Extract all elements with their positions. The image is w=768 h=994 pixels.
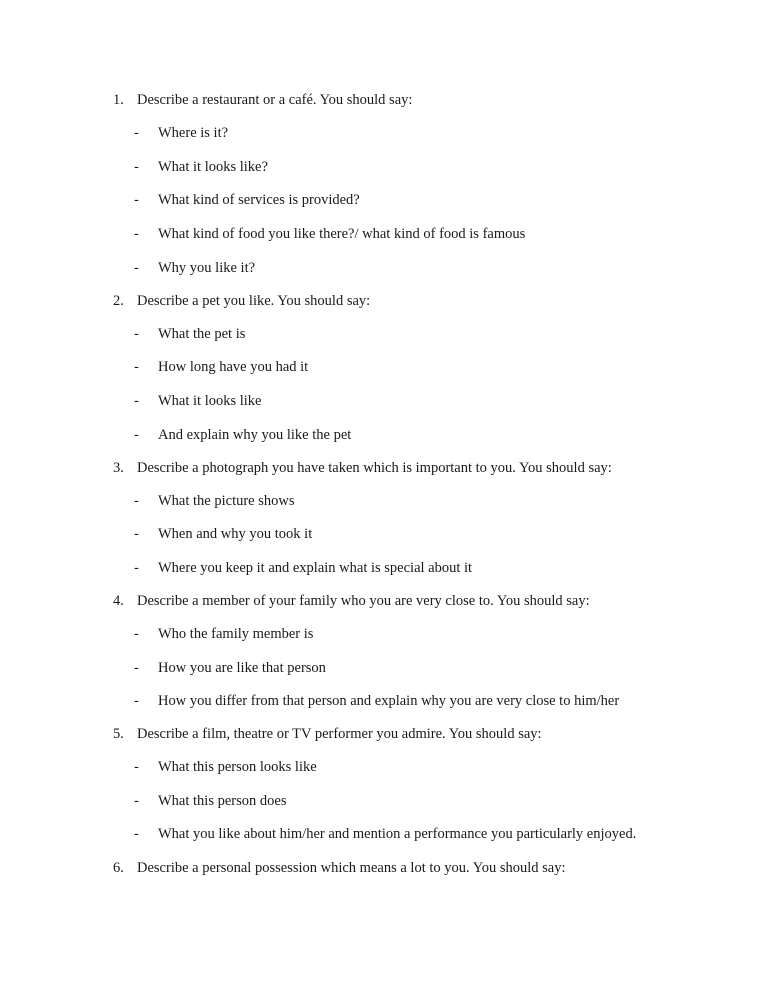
question-text: Describe a member of your family who you are very close to. You should say: — [137, 593, 590, 609]
question-number: 3. — [113, 460, 124, 476]
question-number: 2. — [113, 293, 124, 309]
bullet-text: What this person does — [158, 793, 287, 809]
question-text: Describe a film, theatre or TV performer you admire. You should say: — [137, 726, 542, 742]
bullet-dash: - — [134, 427, 139, 443]
bullet-text: What this person looks like — [158, 759, 317, 775]
bullet-dash: - — [134, 560, 139, 576]
bullet-dash: - — [134, 192, 139, 208]
bullet-text: What it looks like — [158, 393, 262, 409]
question-text: Describe a photograph you have taken which is important to you. You should say: — [137, 460, 612, 476]
bullet-dash: - — [134, 626, 139, 642]
question-number: 6. — [113, 860, 124, 876]
bullet-dash: - — [134, 493, 139, 509]
bullet-dash: - — [134, 693, 139, 709]
bullet-text: What it looks like? — [158, 159, 268, 175]
bullet-text: What you like about him/her and mention a performance you particularly enjoyed. — [158, 826, 637, 842]
bullet-dash: - — [134, 660, 139, 676]
question-number: 1. — [113, 92, 124, 108]
bullet-dash: - — [134, 793, 139, 809]
bullet-text: How long have you had it — [158, 359, 309, 375]
bullet-text: What the pet is — [158, 326, 246, 342]
question-text: Describe a restaurant or a café. You should say: — [137, 92, 413, 108]
bullet-text: Why you like it? — [158, 260, 256, 276]
bullet-text: What the picture shows — [158, 493, 295, 509]
bullet-dash: - — [134, 393, 139, 409]
bullet-text: Where is it? — [158, 125, 229, 141]
bullet-dash: - — [134, 125, 139, 141]
question-text: Describe a pet you like. You should say: — [137, 293, 371, 309]
bullet-dash: - — [134, 359, 139, 375]
bullet-dash: - — [134, 226, 139, 242]
bullet-dash: - — [134, 526, 139, 542]
bullet-dash: - — [134, 260, 139, 276]
bullet-text: What kind of food you like there?/ what kind of food is famous — [158, 226, 526, 242]
bullet-text: Who the family member is — [158, 626, 314, 642]
bullet-text: Where you keep it and explain what is special about it — [158, 560, 473, 576]
bullet-dash: - — [134, 826, 139, 842]
bullet-text: When and why you took it — [158, 526, 313, 542]
bullet-dash: - — [134, 759, 139, 775]
bullet-text: How you differ from that person and explain why you are very close to him/her — [158, 693, 620, 709]
bullet-text: What kind of services is provided? — [158, 192, 360, 208]
bullet-text: And explain why you like the pet — [158, 427, 352, 443]
bullet-text: How you are like that person — [158, 660, 326, 676]
question-text: Describe a personal possession which means a lot to you. You should say: — [137, 860, 566, 876]
question-number: 4. — [113, 593, 124, 609]
bullet-dash: - — [134, 159, 139, 175]
question-number: 5. — [113, 726, 124, 742]
bullet-dash: - — [134, 326, 139, 342]
